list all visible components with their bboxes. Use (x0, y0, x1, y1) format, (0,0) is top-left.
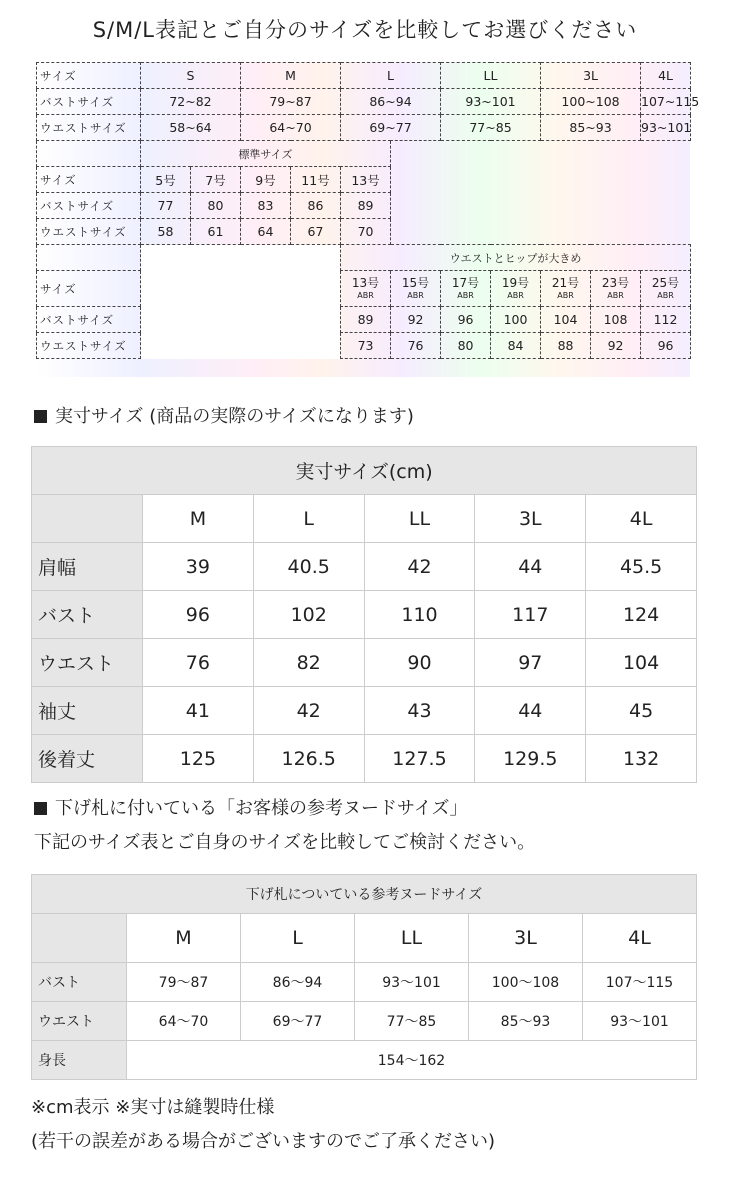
std-size-cell: 13号 (341, 167, 391, 193)
value-cell: 117 (475, 591, 586, 639)
abr-tag: ABR (607, 291, 624, 300)
row-label: 後着丈 (32, 735, 143, 783)
row-label-size: サイズ (37, 271, 141, 307)
value-cell: 107～115 (583, 963, 697, 1002)
abr-tag: ABR (657, 291, 674, 300)
abr-bust-cell: 89 (341, 307, 391, 333)
abr-bust-cell: 108 (591, 307, 641, 333)
abr-waist-cell: 80 (441, 333, 491, 359)
abr-bust-cell: 104 (541, 307, 591, 333)
row-label-size: サイズ (37, 167, 141, 193)
table-row (32, 1041, 697, 1080)
std-bust-cell: 80 (191, 193, 241, 219)
table-row (32, 687, 697, 735)
value-cell: 42 (364, 543, 475, 591)
row-label: バスト (32, 591, 143, 639)
std-size-cell: 9号 (241, 167, 291, 193)
value-cell: 97 (475, 639, 586, 687)
value-cell: 127.5 (364, 735, 475, 783)
std-waist-cell: 64 (241, 219, 291, 245)
value-cell: 40.5 (253, 543, 364, 591)
row-label-size: サイズ (37, 63, 141, 89)
row-label: 袖丈 (32, 687, 143, 735)
value-cell: 43 (364, 687, 475, 735)
row-label: ウエスト (32, 639, 143, 687)
row-label-bust: バストサイズ (37, 193, 141, 219)
nude-size-table (31, 874, 697, 1080)
abr-bust-cell: 92 (391, 307, 441, 333)
row-label-bust: バストサイズ (37, 307, 141, 333)
sml-size-cell: 3L (541, 63, 641, 89)
sml-waist-cell: 64~70 (241, 115, 341, 141)
std-bust-row (37, 193, 691, 219)
abr-waist-cell: 84 (491, 333, 541, 359)
std-bust-cell: 77 (141, 193, 191, 219)
row-label-waist: ウエストサイズ (37, 333, 141, 359)
std-size-cell: 7号 (191, 167, 241, 193)
value-cell: 45.5 (586, 543, 697, 591)
std-bust-cell: 83 (241, 193, 291, 219)
abr-size-row (37, 271, 691, 307)
abr-tag: ABR (557, 291, 574, 300)
section-heading-tag-size: 下げ札に付いている「お客様の参考ヌードサイズ」 (34, 794, 468, 820)
size-header-cell: 3L (475, 495, 586, 543)
sml-waist-cell: 85~93 (541, 115, 641, 141)
sml-waist-row (37, 115, 691, 141)
abr-size-cell: 17号 (451, 276, 480, 290)
value-cell: 104 (586, 639, 697, 687)
abr-size-cell: 19号 (501, 276, 530, 290)
abr-tag: ABR (457, 291, 474, 300)
table-row (32, 639, 697, 687)
value-cell: 96 (143, 591, 254, 639)
std-waist-cell: 58 (141, 219, 191, 245)
square-bullet-icon (34, 410, 47, 423)
std-waist-cell: 67 (291, 219, 341, 245)
value-cell: 102 (253, 591, 364, 639)
value-cell: 100～108 (469, 963, 583, 1002)
value-cell: 45 (586, 687, 697, 735)
abr-size-cell: 23号 (601, 276, 630, 290)
sml-size-cell: S (141, 63, 241, 89)
table-row (32, 591, 697, 639)
std-waist-cell: 61 (191, 219, 241, 245)
size-header-cell: LL (355, 914, 469, 963)
size-header-cell: 3L (469, 914, 583, 963)
value-cell: 125 (143, 735, 254, 783)
sml-size-cell: LL (441, 63, 541, 89)
sml-bust-cell: 100~108 (541, 89, 641, 115)
page-title: S/M/L表記とご自分のサイズを比較してお選びください (92, 18, 638, 42)
section-heading-actual-size: 実寸サイズ (商品の実際のサイズになります) (34, 402, 414, 428)
abr-size-cell: 21号 (551, 276, 580, 290)
row-label: 肩幅 (32, 543, 143, 591)
value-cell: 76 (143, 639, 254, 687)
std-size-cell: 5号 (141, 167, 191, 193)
value-cell: 41 (143, 687, 254, 735)
size-header-cell: M (127, 914, 241, 963)
std-size-cell: 11号 (291, 167, 341, 193)
sml-size-cell: L (341, 63, 441, 89)
section-subheading: 下記のサイズ表とご自身のサイズを比較してご検討ください。 (34, 832, 536, 853)
value-cell: 132 (586, 735, 697, 783)
abr-waist-cell: 92 (591, 333, 641, 359)
value-cell: 64～70 (127, 1002, 241, 1041)
abr-waist-cell: 76 (391, 333, 441, 359)
sml-bust-cell: 86~94 (341, 89, 441, 115)
std-header: 標準サイズ (141, 141, 391, 167)
abr-waist-cell: 73 (341, 333, 391, 359)
sml-bust-row (37, 89, 691, 115)
actual-size-table (31, 446, 697, 783)
sml-bust-cell: 72~82 (141, 89, 241, 115)
value-cell: 93～101 (583, 1002, 697, 1041)
abr-bust-row (37, 307, 691, 333)
square-bullet-icon (34, 802, 47, 815)
value-cell: 42 (253, 687, 364, 735)
abr-tag: ABR (507, 291, 524, 300)
value-cell: 79～87 (127, 963, 241, 1002)
sml-size-row (37, 63, 691, 89)
size-header-cell: LL (364, 495, 475, 543)
table-row (32, 1002, 697, 1041)
value-cell: 90 (364, 639, 475, 687)
abr-waist-cell: 88 (541, 333, 591, 359)
size-header-cell: M (143, 495, 254, 543)
sml-waist-cell: 77~85 (441, 115, 541, 141)
row-label-bust: バストサイズ (37, 89, 141, 115)
table-row (32, 963, 697, 1002)
abr-waist-cell: 96 (641, 333, 691, 359)
value-cell: 110 (364, 591, 475, 639)
sml-waist-cell: 58~64 (141, 115, 241, 141)
sml-waist-cell: 93~101 (641, 115, 691, 141)
row-label-waist: ウエストサイズ (37, 219, 141, 245)
value-cell: 77～85 (355, 1002, 469, 1041)
size-header-cell: 4L (583, 914, 697, 963)
row-label-waist: ウエストサイズ (37, 115, 141, 141)
abr-header-row (37, 245, 691, 271)
value-cell: 124 (586, 591, 697, 639)
value-cell: 39 (143, 543, 254, 591)
value-cell: 44 (475, 543, 586, 591)
abr-bust-cell: 96 (441, 307, 491, 333)
size-header-cell: L (253, 495, 364, 543)
value-cell: 126.5 (253, 735, 364, 783)
table-header: 下げ札についている参考ヌードサイズ (32, 875, 697, 914)
row-label: 身長 (32, 1041, 127, 1080)
size-header-cell: 4L (586, 495, 697, 543)
abr-tag: ABR (357, 291, 374, 300)
value-cell: 44 (475, 687, 586, 735)
value-cell: 93～101 (355, 963, 469, 1002)
value-cell: 154～162 (127, 1041, 697, 1080)
std-waist-row (37, 219, 691, 245)
table-header: 実寸サイズ(cm) (32, 447, 697, 495)
sml-bust-cell: 107~115 (641, 89, 691, 115)
size-comparison-chart (36, 62, 700, 377)
value-cell: 86～94 (241, 963, 355, 1002)
sml-bust-cell: 79~87 (241, 89, 341, 115)
sml-waist-cell: 69~77 (341, 115, 441, 141)
note-line-2: (若干の誤差がある場合がございますのでご了承ください) (31, 1131, 496, 1152)
table-row (32, 735, 697, 783)
std-size-row (37, 167, 691, 193)
value-cell: 85～93 (469, 1002, 583, 1041)
row-label: ウエスト (32, 1002, 127, 1041)
size-header-cell: L (241, 914, 355, 963)
value-cell: 82 (253, 639, 364, 687)
value-cell: 129.5 (475, 735, 586, 783)
sml-bust-cell: 93~101 (441, 89, 541, 115)
sml-size-cell: 4L (641, 63, 691, 89)
row-label: バスト (32, 963, 127, 1002)
abr-size-cell: 15号 (401, 276, 430, 290)
std-header-row (37, 141, 691, 167)
std-bust-cell: 86 (291, 193, 341, 219)
note-line-1: ※cm表示 ※実寸は縫製時仕様 (31, 1097, 275, 1118)
abr-bust-cell: 100 (491, 307, 541, 333)
abr-size-cell: 13号 (351, 276, 380, 290)
std-waist-cell: 70 (341, 219, 391, 245)
abr-tag: ABR (407, 291, 424, 300)
abr-bust-cell: 112 (641, 307, 691, 333)
sml-size-cell: M (241, 63, 341, 89)
table-row (32, 543, 697, 591)
abr-size-cell: 25号 (651, 276, 680, 290)
value-cell: 69～77 (241, 1002, 355, 1041)
std-bust-cell: 89 (341, 193, 391, 219)
abr-waist-row (37, 333, 691, 359)
abr-header: ウエストとヒップが大きめ (341, 245, 691, 271)
